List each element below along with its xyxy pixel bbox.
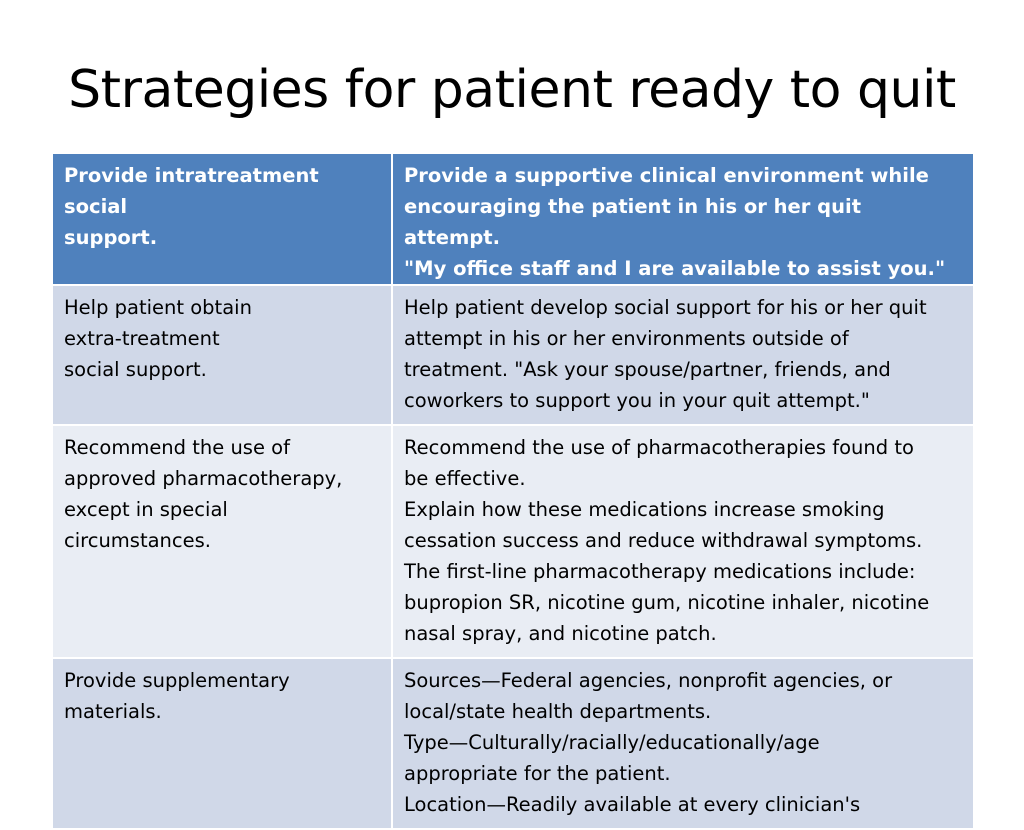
- implementation-cell: Recommend the use of pharmacotherapies found to be effective. Explain how these medications increase smoking cessation success and reduce withdrawal symptoms. The first-line pharmacotherapy medications include: bupropion SR, nicotine gum, nicotine inhaler, nicotine nasal spray, and nicotine patch.: [392, 425, 974, 658]
- slide-title: Strategies for patient ready to quit: [68, 60, 956, 120]
- strategy-cell: Provide supplementary materials.: [52, 658, 392, 829]
- table-header-row: [52, 153, 974, 285]
- strategies-table-container: [51, 152, 973, 830]
- header-strategy-cell: Provide intratreatment social support.: [52, 153, 392, 285]
- strategies-table: [51, 152, 975, 830]
- table-row: [52, 285, 974, 425]
- strategy-cell: Help patient obtain extra-treatment social support.: [52, 285, 392, 425]
- table-row: [52, 425, 974, 658]
- header-implementation-cell: Provide a supportive clinical environment while encouraging the patient in his or her quit attempt. "My office staff and I are available to assist you.": [392, 153, 974, 285]
- table-row: [52, 658, 974, 829]
- implementation-cell: Help patient develop social support for his or her quit attempt in his or her environments outside of treatment. "Ask your spouse/partner, friends, and coworkers to support you in your quit attempt.": [392, 285, 974, 425]
- strategy-cell: Recommend the use of approved pharmacotherapy, except in special circumstances.: [52, 425, 392, 658]
- implementation-cell: Sources—Federal agencies, nonprofit agencies, or local/state health departments. Type—Culturally/racially/educationally/age appropriate for the patient. Location—Readily available at every clinician's: [392, 658, 974, 829]
